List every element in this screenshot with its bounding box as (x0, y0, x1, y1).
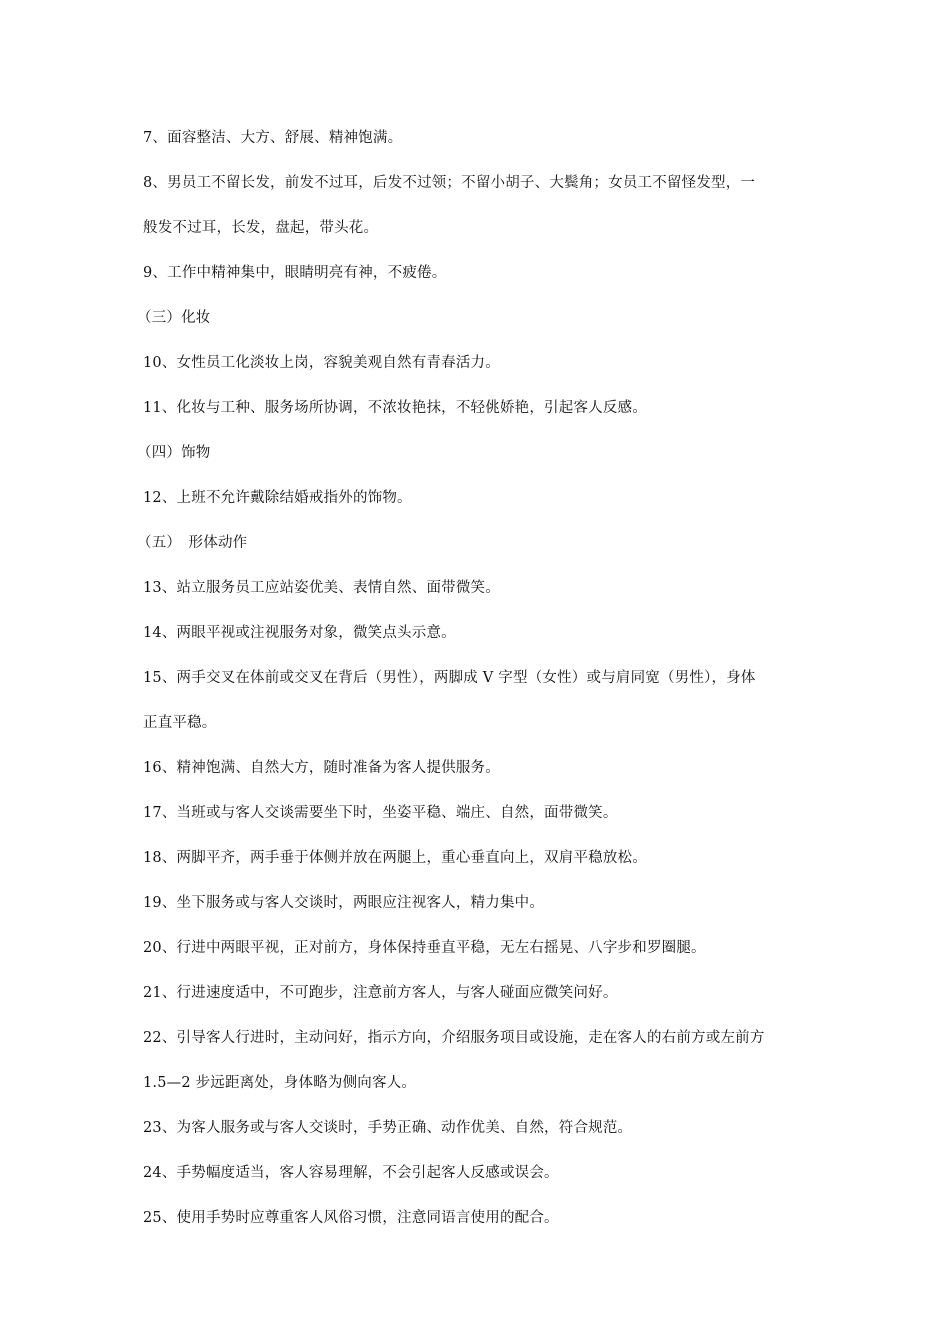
item-18: 18、两脚平齐，两手垂于体侧并放在两腿上，重心垂直向上，双肩平稳放松。 (143, 850, 647, 866)
item-9: 9、工作中精神集中，眼睛明亮有神，不疲倦。 (143, 265, 447, 281)
item-15-line-1: 15、两手交叉在体前或交叉在背后（男性），两脚成 V 字型（女性）或与肩同宽（男性），身体 (143, 670, 756, 686)
section-heading-makeup: （三）化妆 (137, 310, 211, 326)
item-24: 24、手势幅度适当，客人容易理解，不会引起客人反感或误会。 (143, 1165, 559, 1181)
item-16: 16、精神饱满、自然大方，随时准备为客人提供服务。 (143, 760, 500, 776)
item-21: 21、行进速度适中，不可跑步，注意前方客人，与客人碰面应微笑问好。 (143, 985, 618, 1001)
item-8-line-2: 般发不过耳，长发，盘起，带头花。 (143, 220, 379, 236)
item-12: 12、上班不允许戴除结婚戒指外的饰物。 (143, 490, 412, 506)
item-19: 19、坐下服务或与客人交谈时，两眼应注视客人，精力集中。 (143, 895, 545, 911)
item-11: 11、化妆与工种、服务场所协调，不浓妆艳抹，不轻佻娇艳，引起客人反感。 (143, 400, 647, 416)
item-22-line-2: 1.5—2 步远距离处，身体略为侧向客人。 (143, 1075, 417, 1091)
item-15-line-2: 正直平稳。 (143, 715, 217, 731)
item-20: 20、行进中两眼平视，正对前方，身体保持垂直平稳，无左右摇晃、八字步和罗圈腿。 (143, 940, 706, 956)
section-heading-posture: （五） 形体动作 (137, 535, 248, 551)
item-8-line-1: 8、男员工不留长发，前发不过耳，后发不过领；不留小胡子、大鬓角；女员工不留怪发型，一 (143, 175, 756, 191)
item-23: 23、为客人服务或与客人交谈时，手势正确、动作优美、自然，符合规范。 (143, 1120, 633, 1136)
item-22-line-1: 22、引导客人行进时，主动问好，指示方向，介绍服务项目或设施，走在客人的右前方或左前方 (143, 1030, 765, 1046)
item-14: 14、两眼平视或注视服务对象，微笑点头示意。 (143, 625, 456, 641)
item-25: 25、使用手势时应尊重客人风俗习惯，注意同语言使用的配合。 (143, 1210, 559, 1226)
item-7: 7、面容整洁、大方、舒展、精神饱满。 (143, 130, 403, 146)
section-heading-accessories: （四）饰物 (137, 445, 211, 461)
item-13: 13、站立服务员工应站姿优美、表情自然、面带微笑。 (143, 580, 500, 596)
item-10: 10、女性员工化淡妆上岗，容貌美观自然有青春活力。 (143, 355, 500, 371)
item-17: 17、当班或与客人交谈需要坐下时，坐姿平稳、端庄、自然，面带微笑。 (143, 805, 618, 821)
